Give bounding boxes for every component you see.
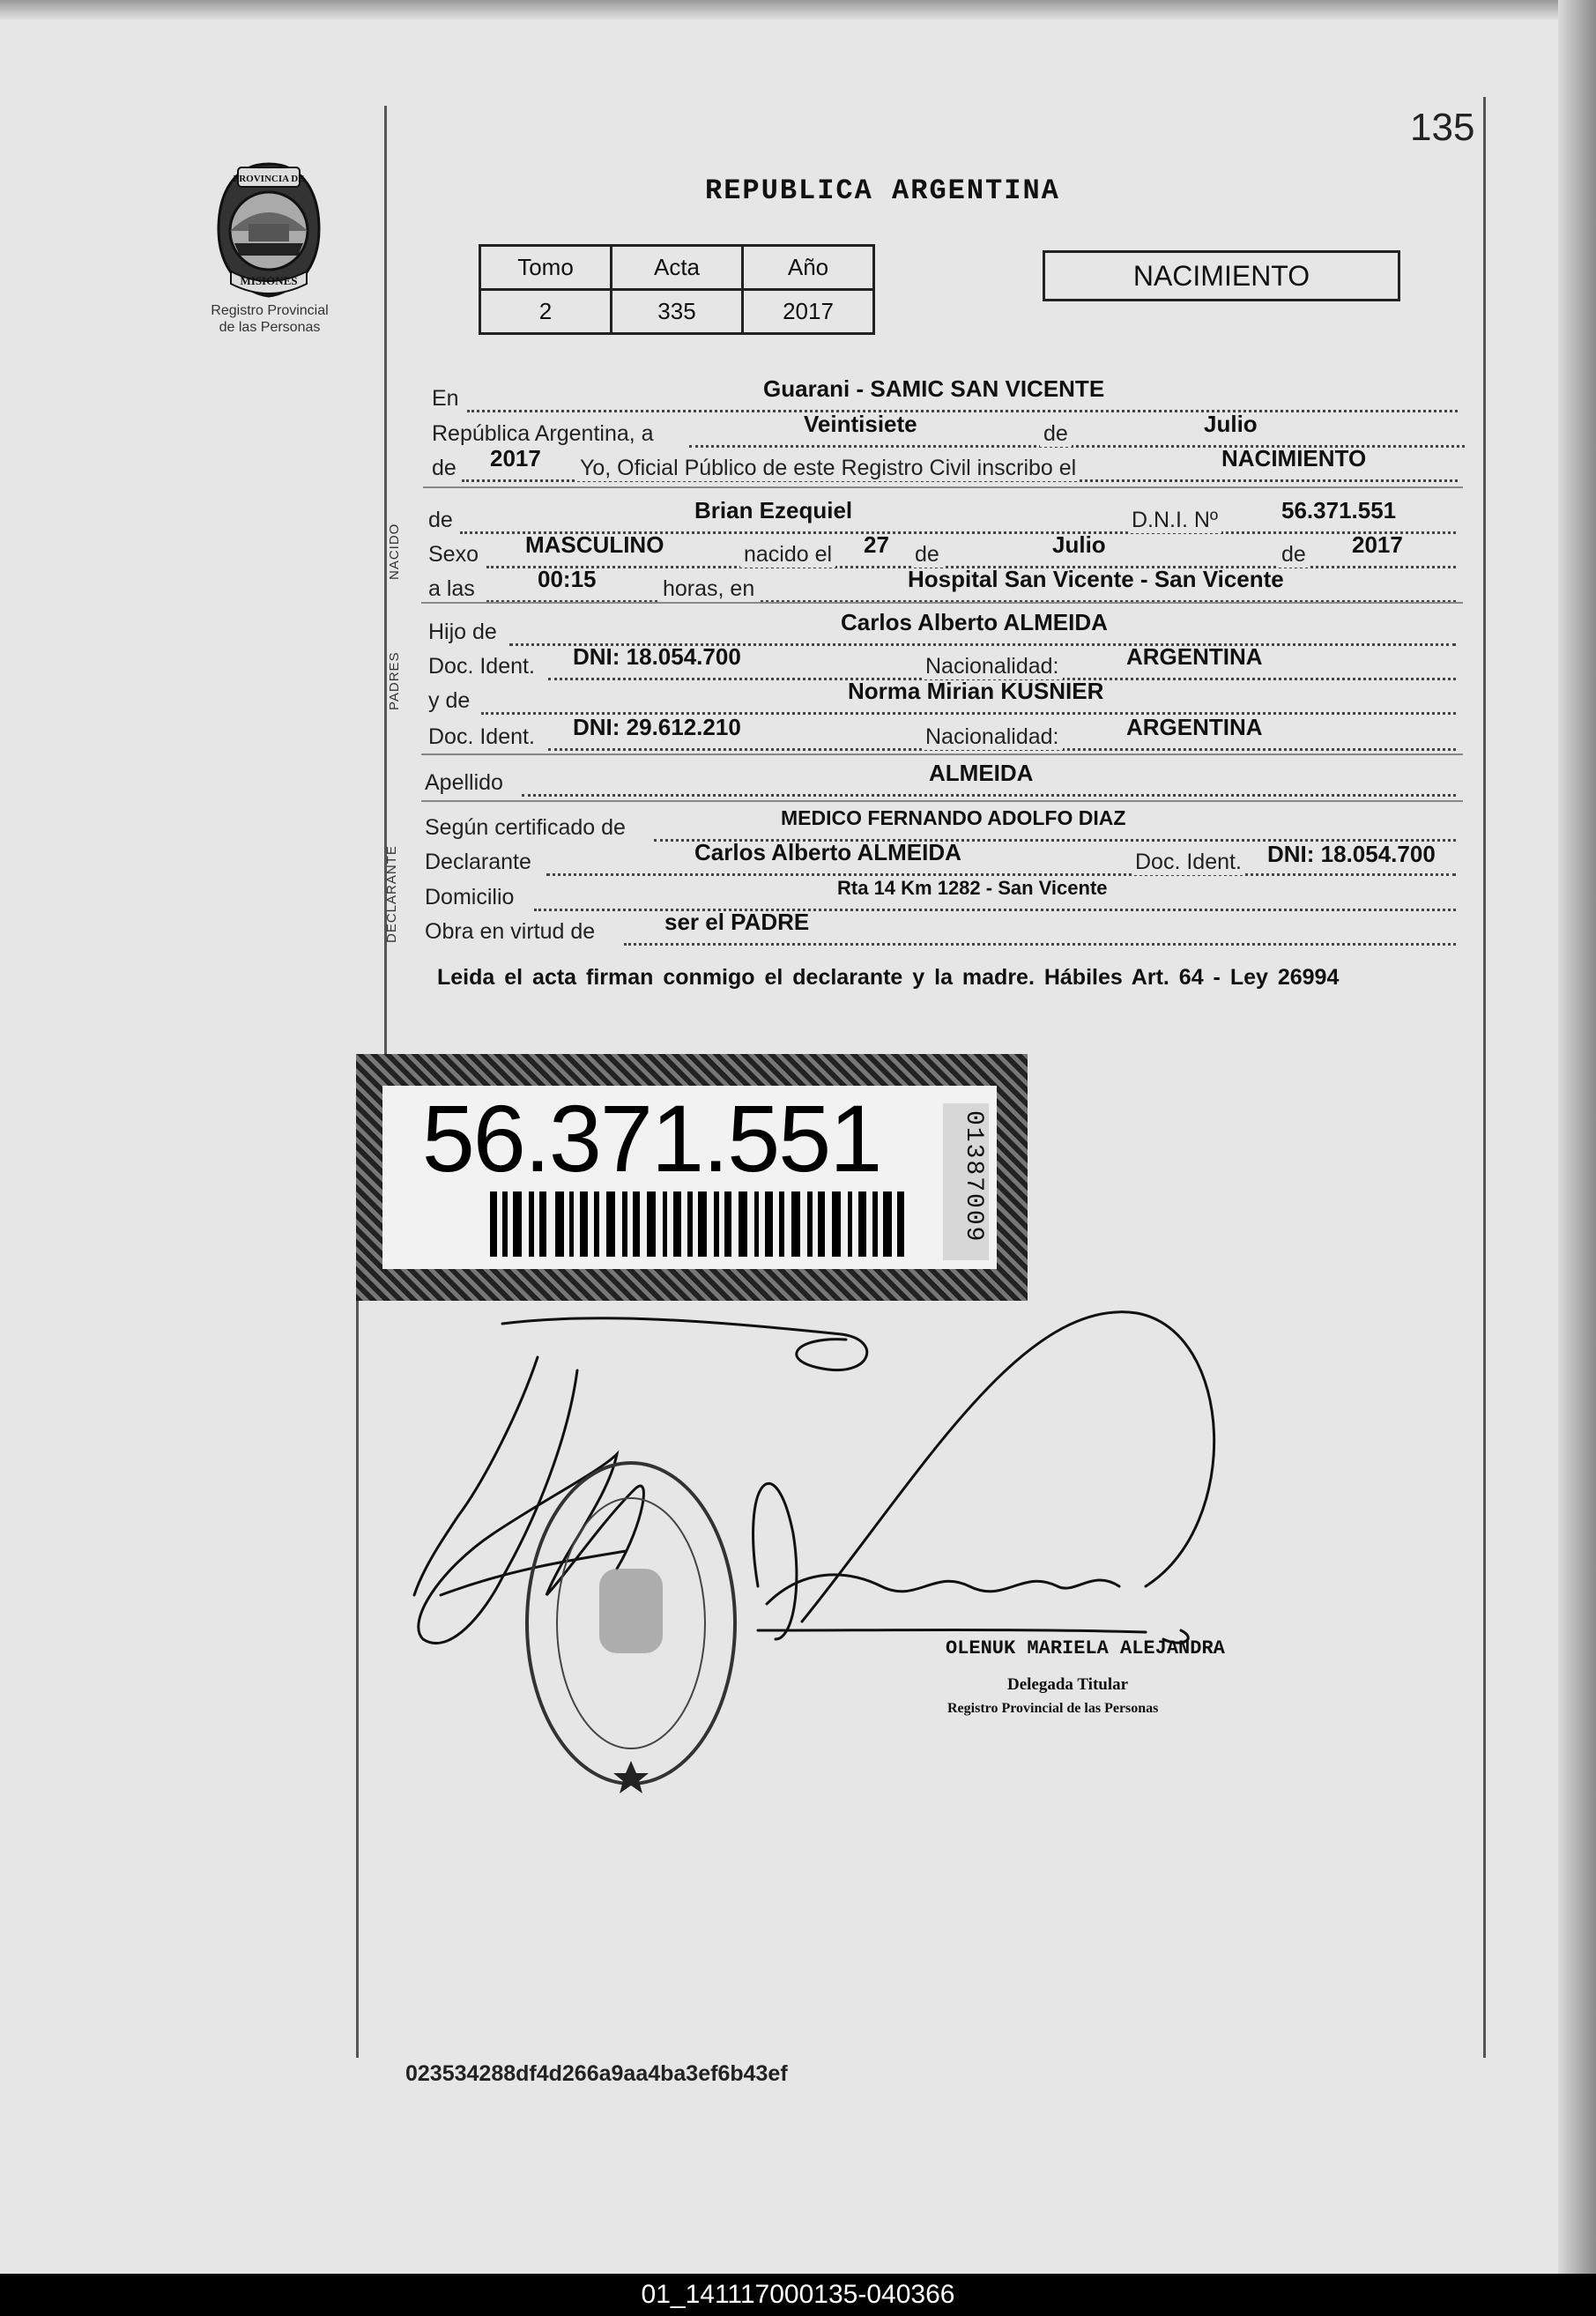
- footer-file-code: 01_141117000135-040366: [0, 2274, 1596, 2316]
- value-time: 00:15: [538, 566, 597, 592]
- section-label-padres: PADRES: [387, 651, 402, 710]
- label-doc-ident: Doc. Ident.: [428, 724, 535, 749]
- label-de-mes: de: [911, 542, 943, 568]
- value-birth-day: 27: [864, 531, 889, 558]
- label-apellido: Apellido: [425, 770, 503, 795]
- registry-header-acta: Acta: [612, 246, 743, 290]
- document-type-box: NACIMIENTO: [1043, 250, 1400, 301]
- dotted-line: [624, 943, 1456, 946]
- row-inscribo: [432, 445, 1458, 487]
- value-obra: ser el PADRE: [664, 909, 810, 935]
- label-de-year: de: [432, 456, 457, 480]
- section-divider: [421, 800, 1463, 802]
- section-label-declarante: DECLARANTE: [384, 845, 399, 943]
- value-father-name: Carlos Alberto ALMEIDA: [841, 609, 1108, 635]
- value-declarante-name: Carlos Alberto ALMEIDA: [694, 839, 961, 865]
- value-sexo: MASCULINO: [525, 531, 664, 558]
- signer-office: Registro Provincial de las Personas: [947, 1701, 1159, 1716]
- row-mother-doc: [428, 714, 1458, 756]
- row-domicilio: [425, 877, 1458, 917]
- scan-right-shadow: [1558, 0, 1596, 2274]
- section-divider: [421, 753, 1463, 755]
- value-birth-month: Julio: [1052, 531, 1106, 558]
- misiones-crest-logo: [203, 159, 335, 300]
- value-birth-place: Hospital San Vicente - San Vicente: [908, 566, 1284, 592]
- value-birth-year: 2017: [1352, 531, 1403, 558]
- value-child-name: Brian Ezequiel: [694, 497, 853, 523]
- value-place: Guarani - SAMIC SAN VICENTE: [763, 375, 1105, 402]
- closing-statement: Leida el acta firman conmigo el declarante y la madre. Hábiles Art. 64 - Ley 26994: [437, 965, 1340, 990]
- left-margin-line-lower: [356, 1168, 359, 2058]
- value-mother-name: Norma Mirian KUSNIER: [848, 678, 1104, 704]
- registry-value-ano: 2017: [743, 290, 874, 334]
- section-label-nacido: NACIDO: [387, 523, 402, 580]
- label-de: de: [1040, 421, 1072, 447]
- row-obra: [425, 909, 1458, 951]
- row-apellido: [425, 760, 1458, 802]
- label-declarante: Declarante: [425, 850, 531, 874]
- official-signature: [753, 1312, 1214, 1643]
- label-de-nombre: de: [428, 508, 453, 532]
- section-divider: [421, 602, 1463, 604]
- left-margin-line: [384, 106, 387, 1168]
- value-event: NACIMIENTO: [1221, 445, 1367, 471]
- signatures-area: [388, 1304, 1410, 1798]
- label-nacionalidad: Nacionalidad:: [922, 724, 1063, 750]
- barcode-side-tag: [943, 1103, 989, 1260]
- barcode-label: [356, 1054, 1028, 1301]
- label-sexo: Sexo: [428, 542, 479, 567]
- label-en: En: [432, 386, 459, 411]
- crest-caption: [187, 302, 353, 336]
- value-mother-doc: DNI: 29.612.210: [573, 714, 741, 740]
- value-father-nationality: ARGENTINA: [1126, 643, 1263, 670]
- barcode-number: 56.371.551: [421, 1085, 881, 1191]
- value-month: Julio: [1204, 411, 1258, 437]
- right-margin-line: [1483, 97, 1486, 2058]
- crest-lettering-bottom: MISIONES: [240, 274, 298, 287]
- label-a-las: a las: [428, 576, 475, 601]
- dotted-line: [467, 410, 1458, 412]
- label-doc-ident: Doc. Ident.: [1132, 850, 1245, 875]
- crest-caption-line2: de las Personas: [219, 320, 321, 335]
- hospital-stamp: [527, 1463, 735, 1793]
- dotted-line: [522, 794, 1456, 797]
- crest-caption-line1: Registro Provincial: [211, 303, 329, 318]
- registry-table-header-row: [480, 246, 874, 290]
- label-certificado: Según certificado de: [425, 815, 626, 840]
- label-hijo-de: Hijo de: [428, 620, 497, 644]
- document-title: REPUBLICA ARGENTINA: [705, 174, 1060, 207]
- label-republica: República Argentina, a: [432, 421, 654, 446]
- dotted-line: [546, 873, 1456, 876]
- registry-value-tomo: 2: [480, 290, 612, 334]
- value-declarante-doc: DNI: 18.054.700: [1267, 841, 1436, 867]
- signer-role: Delegada Titular: [1007, 1675, 1129, 1694]
- section-divider: [423, 486, 1463, 488]
- label-dni: D.N.I. Nº: [1128, 508, 1221, 533]
- document-hash: 023534288df4d266a9aa4ba3ef6b43ef: [405, 2061, 788, 2086]
- page-number: 135: [1410, 106, 1475, 149]
- value-day: Veintisiete: [804, 411, 917, 437]
- value-apellido: ALMEIDA: [929, 760, 1034, 786]
- barcode-bars: [490, 1191, 904, 1257]
- barcode-label-inner: [382, 1086, 997, 1269]
- signer-name: OLENUK MARIELA ALEJANDRA: [946, 1637, 1225, 1659]
- value-year: 2017: [490, 445, 541, 471]
- value-mother-nationality: ARGENTINA: [1126, 714, 1263, 740]
- registry-header-ano: Año: [743, 246, 874, 290]
- value-domicilio: Rta 14 Km 1282 - San Vicente: [837, 877, 1108, 899]
- value-father-doc: DNI: 18.054.700: [573, 643, 741, 670]
- registry-header-tomo: Tomo: [480, 246, 612, 290]
- registry-table: [479, 244, 875, 335]
- label-nacionalidad: Nacionalidad:: [922, 654, 1063, 679]
- registry-value-acta: 335: [612, 290, 743, 334]
- label-de-anio: de: [1278, 542, 1310, 568]
- label-domicilio: Domicilio: [425, 885, 515, 909]
- row-en: [432, 375, 1458, 418]
- registry-table-value-row: [480, 290, 874, 334]
- value-certificado: MEDICO FERNANDO ADOLFO DIAZ: [781, 806, 1126, 829]
- crest-lettering-top: PROVINCIA DE: [233, 174, 305, 184]
- label-doc-ident: Doc. Ident.: [428, 654, 535, 679]
- value-child-dni: 56.371.551: [1281, 497, 1397, 523]
- label-horas-en: horas, en: [659, 576, 758, 602]
- barcode-side-code: 01387009: [960, 1110, 987, 1243]
- label-nacido-el: nacido el: [740, 542, 835, 568]
- label-officer-text: Yo, Oficial Público de este Registro Civil inscribo el: [576, 456, 1080, 481]
- label-obra: Obra en virtud de: [425, 919, 596, 944]
- scan-top-shadow: [0, 0, 1596, 19]
- label-y-de: y de: [428, 688, 471, 713]
